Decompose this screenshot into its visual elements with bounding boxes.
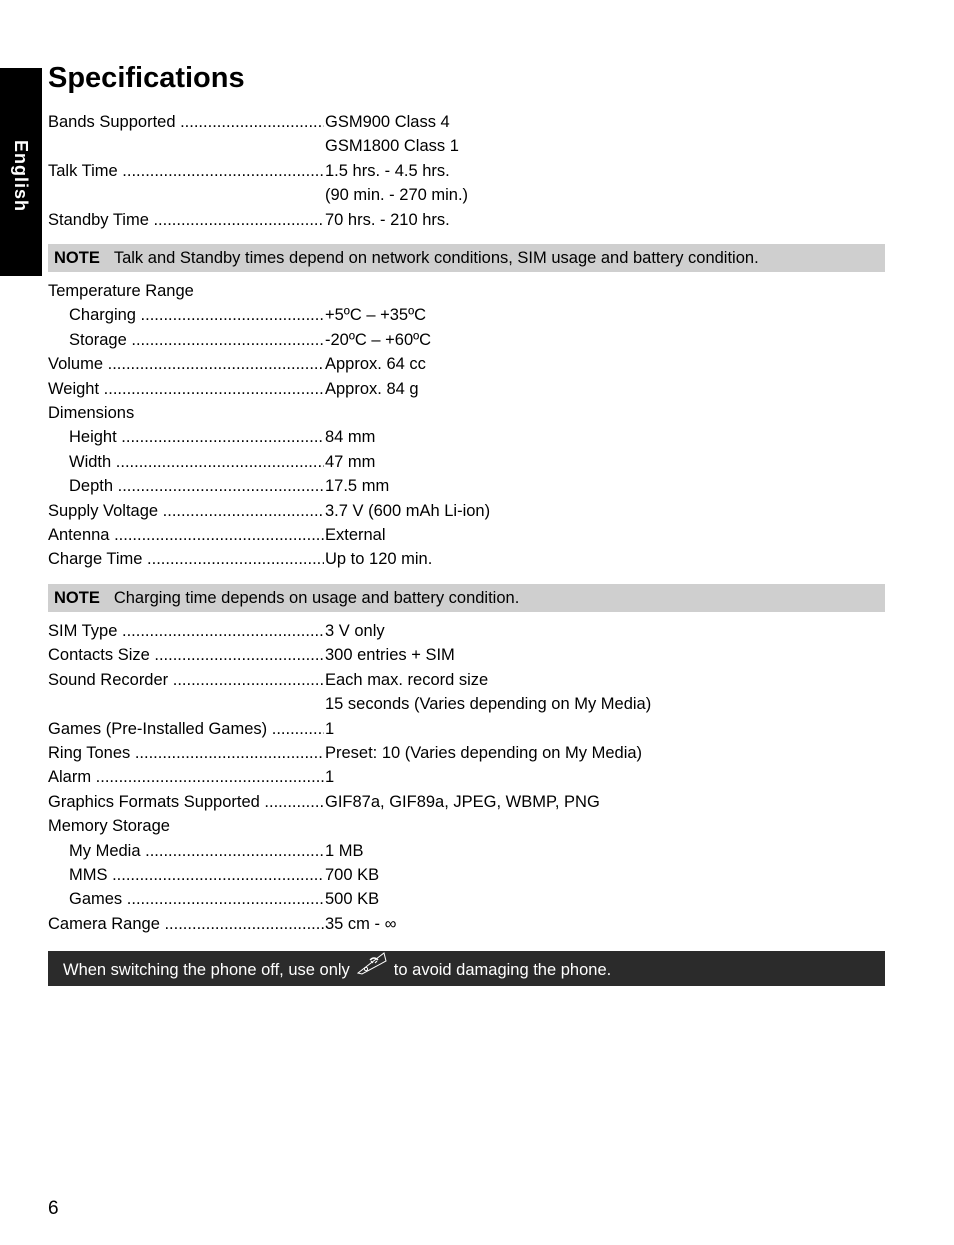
spec-row — [48, 134, 888, 158]
spec-row — [48, 863, 888, 887]
spec-value: 1 MB — [325, 841, 364, 860]
spec-value: External — [325, 525, 386, 544]
page-number: 6 — [48, 1198, 59, 1219]
spec-row — [48, 303, 888, 327]
spec-label: Temperature Range — [48, 282, 194, 300]
spec-row — [48, 183, 888, 207]
language-tab-label: English — [11, 140, 31, 213]
spec-label-wrap — [48, 643, 324, 667]
note-charging — [48, 584, 885, 612]
spec-value: 84 mm — [325, 428, 376, 447]
spec-label-wrap — [69, 450, 324, 474]
spec-row — [48, 328, 888, 352]
spec-label-wrap — [48, 814, 324, 838]
spec-value: Approx. 64 cc — [325, 355, 426, 374]
spec-label: Depth ..... — [69, 477, 324, 495]
spec-label-wrap — [69, 887, 324, 911]
spec-value: 500 KB — [325, 890, 380, 909]
spec-value: Preset: 10 (Varies depending on My Media) — [325, 743, 643, 762]
spec-label: MMS ..... — [69, 866, 324, 884]
spec-row — [48, 839, 888, 863]
spec-label: Alarm ..... — [48, 768, 324, 786]
spec-row — [48, 523, 888, 547]
spec-value: GIF87a, GIF89a, JPEG, WBMP, PNG — [325, 792, 600, 811]
spec-label: Volume ..... — [48, 355, 324, 373]
spec-row — [48, 159, 888, 183]
spec-row — [48, 450, 888, 474]
spec-value: Each max. record size — [325, 670, 489, 689]
spec-label-wrap — [48, 352, 324, 376]
spec-label-wrap — [48, 741, 324, 765]
spec-label-wrap — [69, 425, 324, 449]
spec-label-wrap — [48, 523, 324, 547]
spec-label-wrap — [48, 377, 324, 401]
spec-label: Charge Time ..... — [48, 550, 324, 568]
spec-value: +5ºC – +35ºC — [325, 306, 427, 325]
spec-label: Standby Time ..... — [48, 211, 324, 229]
language-tab — [0, 68, 42, 276]
spec-value: 1 — [325, 768, 335, 787]
spec-value: 3 V only — [325, 622, 385, 640]
spec-row — [48, 814, 888, 838]
spec-row — [48, 790, 888, 814]
spec-label: Camera Range ..... — [48, 915, 324, 933]
spec-label: Contacts Size ..... — [48, 646, 324, 664]
spec-value: 70 hrs. - 210 hrs. — [325, 210, 450, 229]
spec-label-wrap — [48, 912, 324, 936]
spec-list-2 — [48, 279, 888, 572]
spec-list-3 — [48, 619, 888, 936]
spec-value: 15 seconds (Varies depending on My Media) — [325, 695, 652, 714]
spec-label: Dimensions — [48, 403, 135, 422]
spec-row — [48, 912, 888, 936]
warning-text-before: When switching the phone off, use only — [63, 960, 350, 979]
spec-label-wrap — [69, 474, 324, 498]
spec-row — [48, 547, 888, 571]
spec-label: Width ..... — [69, 453, 324, 471]
spec-label: My Media ..... — [69, 842, 324, 860]
spec-row — [48, 643, 888, 667]
spec-row — [48, 765, 888, 789]
spec-value: 700 KB — [325, 865, 380, 884]
spec-label: Weight ..... — [48, 380, 324, 398]
spec-label: Sound Recorder ..... — [48, 671, 324, 689]
spec-label: Storage ..... — [69, 331, 324, 349]
note-tag: NOTE — [54, 249, 100, 267]
spec-value: (90 min. - 270 min.) — [325, 186, 469, 205]
spec-row — [48, 619, 888, 643]
spec-value: GSM1800 Class 1 — [325, 137, 459, 156]
spec-label-wrap — [69, 303, 324, 327]
spec-label: Talk Time ..... — [48, 162, 324, 180]
page-title: Specifications — [48, 62, 245, 94]
warning-text-after: to avoid damaging the phone. — [393, 960, 612, 979]
spec-label: Height ..... — [69, 428, 324, 446]
note-talk-standby — [48, 244, 885, 272]
spec-label: Games (Pre-Installed Games) ..... — [48, 720, 324, 738]
note-text: Talk and Standby times depend on network conditions, SIM usage and battery condition. — [113, 249, 759, 267]
spec-list-1 — [48, 110, 888, 232]
spec-label-wrap — [48, 717, 324, 741]
spec-row — [48, 208, 888, 232]
spec-label-wrap — [48, 547, 324, 571]
spec-label-wrap — [69, 839, 324, 863]
spec-label-wrap — [48, 668, 324, 692]
spec-row — [48, 668, 888, 692]
spec-label-wrap — [69, 328, 324, 352]
spec-label: Supply Voltage ..... — [48, 502, 324, 520]
spec-label: Bands Supported ..... — [48, 113, 324, 131]
spec-row — [48, 887, 888, 911]
spec-label-wrap — [48, 159, 324, 183]
spec-value: 35 cm - ∞ — [325, 914, 397, 933]
spec-value: Approx. 84 g — [325, 379, 419, 398]
spec-row — [48, 474, 888, 498]
spec-row — [48, 717, 888, 741]
spec-row — [48, 352, 888, 376]
spec-value: 1 — [325, 719, 335, 738]
spec-label-wrap — [48, 619, 324, 643]
spec-value: 47 mm — [325, 452, 376, 471]
spec-row — [48, 692, 888, 716]
spec-value: GSM900 Class 4 — [325, 113, 450, 131]
warning-banner — [48, 951, 885, 986]
note-tag: NOTE — [54, 589, 100, 607]
spec-label: Charging ..... — [69, 306, 324, 324]
spec-label: Ring Tones ..... — [48, 744, 324, 762]
spec-label-wrap — [48, 401, 324, 425]
spec-label: Antenna ..... — [48, 526, 324, 544]
spec-value: Up to 120 min. — [325, 550, 433, 569]
spec-label: Games ..... — [69, 890, 324, 908]
spec-value: 3.7 V (600 mAh Li-ion) — [325, 501, 491, 520]
spec-row — [48, 425, 888, 449]
spec-value: -20ºC – +60ºC — [325, 330, 432, 349]
spec-row — [48, 401, 888, 425]
spec-label: Graphics Formats Supported ..... — [48, 793, 324, 811]
end-call-key-icon — [356, 949, 388, 988]
spec-row — [48, 279, 888, 303]
spec-value: 1.5 hrs. - 4.5 hrs. — [325, 161, 450, 180]
spec-label-wrap — [69, 863, 324, 887]
spec-label-wrap — [48, 110, 324, 134]
spec-row — [48, 499, 888, 523]
spec-label: Memory Storage — [48, 817, 170, 836]
spec-label-wrap — [48, 279, 324, 303]
spec-row — [48, 110, 888, 134]
spec-label: SIM Type ..... — [48, 622, 324, 640]
spec-row — [48, 741, 888, 765]
spec-value: 17.5 mm — [325, 477, 390, 496]
note-text: Charging time depends on usage and battery condition. — [113, 589, 520, 607]
spec-label-wrap — [48, 790, 324, 814]
spec-label-wrap — [48, 765, 324, 789]
spec-label-wrap — [48, 208, 324, 232]
spec-label-wrap — [48, 499, 324, 523]
spec-row — [48, 377, 888, 401]
spec-value: 300 entries + SIM — [325, 646, 455, 665]
